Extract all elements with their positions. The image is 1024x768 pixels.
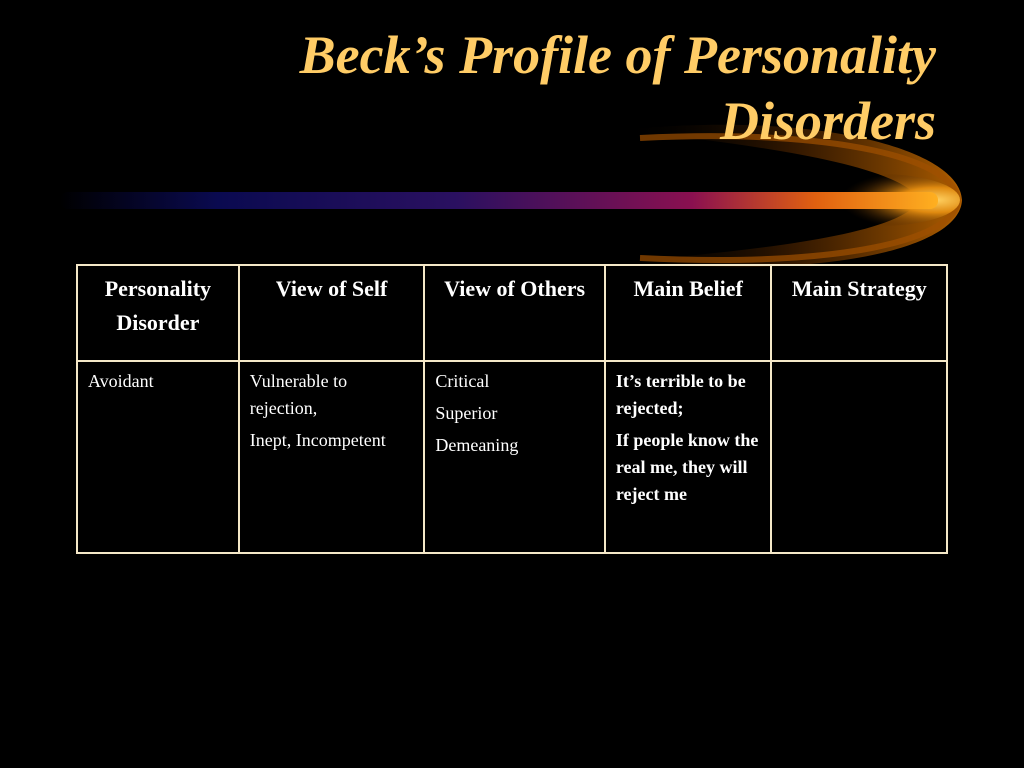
header-main-strategy: Main Strategy bbox=[771, 265, 947, 361]
cell-main-strategy bbox=[771, 361, 947, 553]
header-view-of-self: View of Self bbox=[239, 265, 425, 361]
cell-disorder bbox=[77, 361, 239, 553]
others-item: Critical bbox=[435, 371, 490, 391]
header-main-belief: Main Belief bbox=[605, 265, 772, 361]
header-view-of-others: View of Others bbox=[424, 265, 605, 361]
cell-view-of-self bbox=[239, 361, 425, 553]
slide-title bbox=[56, 22, 936, 154]
belief-item: It’s terrible to be rejected; bbox=[615, 371, 746, 418]
title-line-2: Disorders bbox=[719, 91, 936, 151]
personality-table bbox=[76, 264, 948, 554]
others-item: Superior bbox=[435, 403, 498, 423]
comet-tail bbox=[60, 192, 938, 209]
others-item: Demeaning bbox=[435, 435, 519, 455]
cell-view-of-others bbox=[424, 361, 605, 553]
table-header-row bbox=[77, 265, 947, 361]
self-item: Vulnerable to rejection, bbox=[249, 371, 348, 418]
belief-item: If people know the real me, they will reject me bbox=[615, 430, 759, 504]
self-item: Inept, Incompetent bbox=[249, 430, 386, 450]
cell-main-belief bbox=[605, 361, 772, 553]
title-line-1: Beck’s Profile of Personality bbox=[299, 25, 936, 85]
table-row bbox=[77, 361, 947, 553]
disorder-text: Avoidant bbox=[88, 371, 154, 391]
header-personality-disorder: Personality Disorder bbox=[77, 265, 239, 361]
